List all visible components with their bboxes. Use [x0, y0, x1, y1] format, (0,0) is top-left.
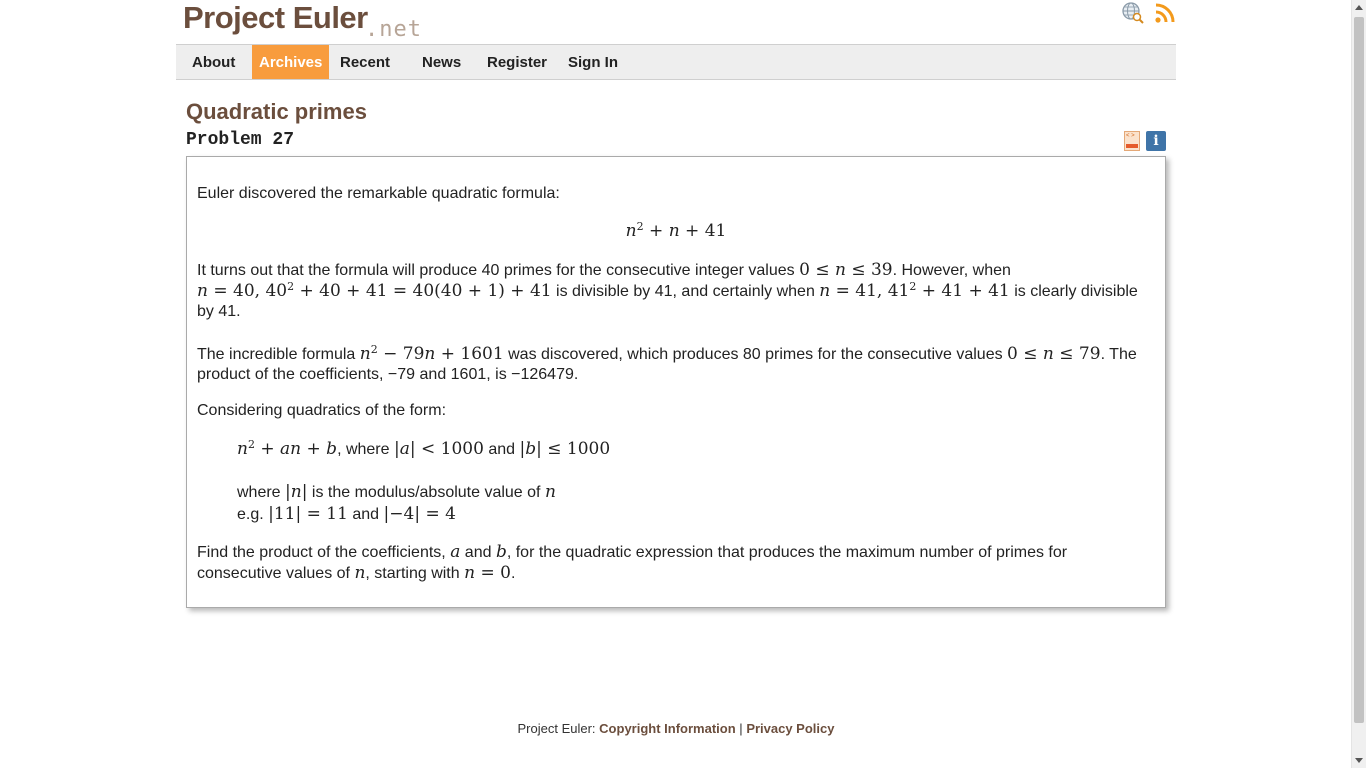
- intro-text: Euler discovered the remarkable quadratic formula:: [197, 185, 560, 202]
- p3a-text: The incredible formula: [197, 346, 356, 363]
- math-range-79: 0 ≤ n ≤ 79: [1007, 344, 1101, 364]
- math-a-bound: |a| < 1000: [393, 439, 484, 459]
- modulus-example: [237, 504, 1155, 525]
- copyright-link[interactable]: Copyright Information: [599, 721, 736, 736]
- main-nav: [176, 44, 1176, 80]
- paragraph-incredible-formula: [197, 344, 1155, 385]
- paragraph-task: [197, 542, 1155, 584]
- paragraph-considering: [197, 401, 1155, 421]
- p2d-text: is clearly divisible by 41.: [197, 283, 1138, 320]
- math-n41: n = 41, $41^2 + 41 + 41$: [819, 280, 1010, 301]
- footer-prefix: Project Euler:: [517, 721, 596, 736]
- t5a-text: , where: [337, 441, 390, 458]
- p8e-text: .: [510, 565, 516, 582]
- nav-about[interactable]: About: [192, 54, 236, 71]
- paragraph-forty-primes: [197, 260, 1155, 322]
- formula-euler: $n^2 + n + 41$: [625, 220, 727, 241]
- t7a-text: e.g.: [237, 506, 264, 523]
- vertical-scrollbar[interactable]: [1351, 0, 1366, 768]
- math-b-bound: |b| ≤ 1000: [519, 439, 611, 459]
- p4-text: Considering quadratics of the form:: [197, 402, 447, 419]
- math-abs-11: |11| = 11: [268, 504, 348, 524]
- problem-content: [186, 156, 1166, 608]
- math-abs-n: |n|: [285, 482, 308, 502]
- t6b-text: is the modulus/absolute value of: [311, 484, 541, 501]
- quadratic-form: [237, 439, 1155, 460]
- p8d-text: , starting with: [365, 565, 460, 582]
- p3c-text: . The product of the coefficients, −79 and 1601, is −126479.: [197, 346, 1137, 383]
- logo-text: Project Euler: [183, 0, 368, 35]
- t6a-text: where: [237, 484, 281, 501]
- scroll-down-icon[interactable]: [1355, 758, 1363, 763]
- problem-intro: [197, 184, 1155, 204]
- math-b: b: [495, 542, 507, 562]
- math-abs-minus4: |−4| = 4: [383, 504, 456, 524]
- t5b-text: and: [488, 441, 516, 458]
- logo-suffix: .net: [365, 17, 422, 42]
- math-n-task: n: [354, 563, 366, 583]
- nav-news[interactable]: News: [422, 54, 462, 71]
- footer-separator: |: [739, 721, 743, 736]
- t7b-text: and: [352, 506, 380, 523]
- math-range-39: 0 ≤ n ≤ 39: [799, 260, 893, 280]
- nav-archives[interactable]: Archives: [252, 45, 329, 79]
- rss-feed-icon[interactable]: [1154, 2, 1176, 24]
- p3b-text: was discovered, which produces 80 primes for the consecutive values: [508, 346, 1003, 363]
- p8a-text: Find the product of the coefficients,: [197, 544, 446, 561]
- problem-title: Quadratic primes: [186, 99, 367, 124]
- nav-sign-in[interactable]: Sign In: [568, 54, 618, 71]
- p8c-text: , for the quadratic expression that produces the maximum number of primes for consecutive values of: [197, 544, 1068, 582]
- math-quadratic: $n^2$ + an + b: [237, 438, 338, 459]
- nav-register[interactable]: Register: [487, 54, 548, 71]
- modulus-note: [237, 482, 1155, 503]
- formula-display: [197, 221, 1155, 242]
- header-icons: [1122, 2, 1176, 24]
- p2a-text: It turns out that the formula will produce 40 primes for the consecutive integer values: [197, 262, 795, 279]
- math-n: n: [544, 482, 556, 502]
- scrollbar-thumb[interactable]: [1354, 17, 1364, 723]
- math-n40: n = 40, $40^2 + 40 + 41 = 40(40 + 1) + 41$: [197, 280, 552, 301]
- html-source-icon[interactable]: [1124, 131, 1140, 151]
- nav-recent[interactable]: Recent: [340, 54, 391, 71]
- footer: [176, 721, 1176, 736]
- p2c-text: is divisible by 41, and certainly when: [556, 283, 815, 300]
- math-formula-1601: $n^2 - 79n + 1601$: [359, 343, 504, 364]
- problem-icons: [1124, 131, 1166, 151]
- p2b-text: . However, when: [892, 262, 1011, 279]
- math-n-zero: n = 0: [464, 563, 511, 583]
- privacy-link[interactable]: Privacy Policy: [746, 721, 835, 736]
- p8b-text: and: [464, 544, 492, 561]
- math-a: a: [450, 542, 461, 562]
- scroll-up-icon[interactable]: [1355, 5, 1363, 10]
- info-icon[interactable]: i: [1146, 131, 1166, 151]
- problem-number: Problem 27: [186, 130, 295, 150]
- page: [176, 0, 1176, 768]
- globe-search-icon[interactable]: [1122, 2, 1144, 24]
